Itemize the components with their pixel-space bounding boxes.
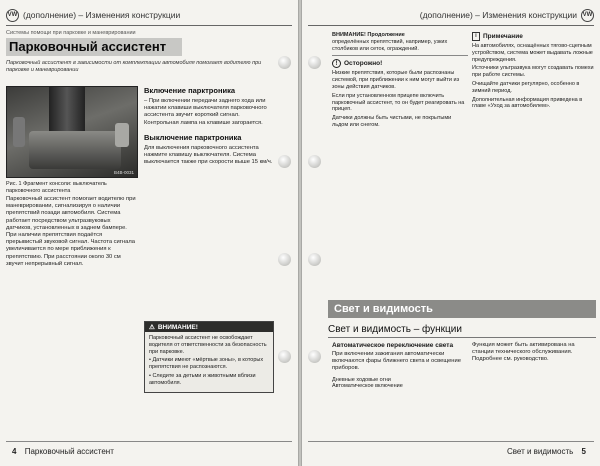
lower-column-b: Функция может быть активирована на станции технического обслуживания. Подробнее см. руководство. (472, 342, 575, 363)
warning-paragraph: • Следите за детьми и животными вблизи автомобиля. (149, 372, 256, 386)
note-item: Источники ультразвука могут создавать помехи при работе системы. (472, 65, 594, 79)
caution-item: Если при установленном прицепе включить парковочный ассистент, то он будет реагировать на прицеп. (332, 92, 465, 113)
body-text-left: Парковочный ассистент помогает водителю при маневрировании, сигнализируя о наличии препятствий позади автомобиля. Система работает посредством ультразвуковых датчиков, установленных в заднем бампере. При наличии препятствия подаётся прерывистый звуковой сигнал. Частота сигнала увеличивается по мере приближения к препятствию. При расстоянии около 30 см звучит непрерывный сигнал. (6, 196, 136, 267)
note-page-icon: i (472, 32, 480, 41)
warning-box (144, 321, 274, 393)
binder-hole (308, 253, 321, 266)
lower-text: При включении зажигания автоматически включаются фары ближнего света и освещение приборов. (332, 351, 461, 372)
header-divider (6, 25, 292, 26)
footer-title: Парковочный ассистент (24, 447, 114, 456)
vw-logo-icon: VW (6, 9, 19, 22)
note-item: Дополнительная информация приведена в главе «Уход за автомобилем». (472, 96, 583, 110)
binder-hole (308, 350, 321, 363)
page-number: 4 (12, 447, 17, 456)
page-footer (507, 447, 592, 456)
lower-heading: Автоматическое переключение света (332, 342, 454, 349)
park-assist-switch-shape (115, 123, 129, 147)
caution-title: Осторожно! (344, 60, 383, 68)
warning-continued (332, 32, 468, 56)
warning-header (145, 322, 273, 332)
figure-code: B4B-0031 (113, 170, 134, 175)
caution-list (332, 70, 468, 128)
vw-logo-icon: VW (581, 9, 594, 22)
note-header (472, 32, 594, 41)
on-heading: Включение парктроника (144, 86, 236, 95)
header-divider (308, 25, 594, 26)
warning-continued-text: определённых препятствий, например, узких столбиков или сеток, ограждений. (332, 38, 448, 52)
binder-hole (278, 56, 291, 69)
caution-item: Датчики должны быть чистыми, не покрытыми льдом или снегом. (332, 115, 452, 128)
off-text: Для выключения парковочного ассистента нажмите клавишу выключателя. Система выключается также при скорости выше 15 км/ч. (144, 144, 273, 166)
section-title: Свет и видимость (328, 300, 596, 318)
warning-body (145, 332, 273, 392)
footer-title: Свет и видимость (506, 447, 574, 456)
left-page (0, 0, 298, 466)
note-item: На автомобилях, оснащённых тягово-сцепным устройством, система может выдавать ложные предупреждения. (472, 43, 593, 63)
lower-column-a (332, 342, 466, 390)
note-list (472, 43, 594, 110)
caution-item: Низкие препятствия, которые были распознаны системой, при приближении к ним могут выйти из зоны действия датчиков. (332, 70, 460, 90)
binder-hole (308, 56, 321, 69)
section-subtitle: Свет и видимость – функции (328, 324, 462, 335)
right-column-b (472, 32, 594, 112)
off-heading: Выключение парктроника (144, 132, 242, 142)
console-panel-shape (29, 131, 121, 169)
off-section (144, 133, 276, 167)
note-item: Очищайте датчики регулярно, особенно в зимний период. (472, 80, 580, 94)
page-title: Парковочный ассистент (6, 38, 182, 56)
subtitle-divider (328, 337, 596, 338)
lower-list-item: Дневные ходовые огни (332, 376, 391, 383)
lower-list-item: Автоматическое включение (332, 383, 403, 390)
binder-hole (278, 350, 291, 363)
warning-triangle-icon: ⚠ (149, 324, 155, 331)
middle-column (144, 86, 276, 172)
footer-divider (6, 441, 292, 442)
warning-paragraph: • Датчики имеют «мёртвые зоны», в которых препятствия не распознаются. (149, 357, 264, 371)
page-number: 5 (581, 447, 586, 456)
right-page (302, 0, 600, 466)
page-header (6, 6, 180, 24)
right-column-a (332, 32, 468, 131)
caution-header (332, 59, 468, 68)
on-text: – При включении передачи заднего хода или нажатии клавиши выключателя парковочного ассистента звучит короткий сигнал. Контрольная лампа на клавише загорается. (144, 98, 267, 126)
intro-text: Парковочный ассистент в зависимости от комплектации автомобиля помогает водителю при парковке и маневрировании (6, 60, 262, 73)
warning-title: ВНИМАНИЕ! (157, 323, 198, 331)
lower-list (332, 377, 466, 391)
warning-paragraph: Парковочный ассистент не освобождает водителя от ответственности за безопасность при парковке. (149, 335, 267, 355)
note-title: Примечание (483, 33, 523, 40)
binder-hole (278, 155, 291, 168)
breadcrumb: Системы помощи при парковке и маневрировании (6, 30, 136, 36)
binder-hole (278, 253, 291, 266)
header-text: (дополнение) – Изменения конструкции (23, 10, 181, 20)
page-footer (6, 447, 114, 456)
header-text: (дополнение) – Изменения конструкции (419, 10, 577, 20)
footer-divider (308, 441, 594, 442)
binder-hole (308, 155, 321, 168)
console-switch-shape (13, 117, 25, 147)
figure-caption: Рис. 1 Фрагмент консоли: выключатель парковочного ассистента (6, 181, 107, 194)
on-section (144, 86, 276, 127)
warning-continued-label: ВНИМАНИЕ! Продолжение (332, 32, 405, 38)
console-figure (6, 86, 138, 178)
caution-exclamation-icon: ! (332, 59, 341, 68)
page-header (420, 6, 594, 24)
